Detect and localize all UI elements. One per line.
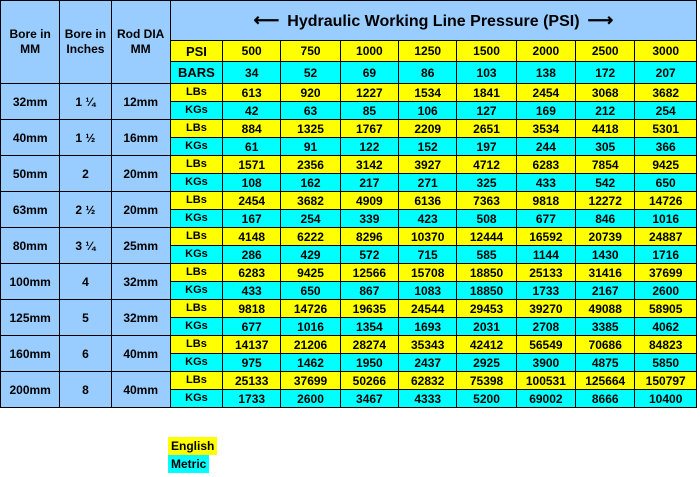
kgs-value: 1693 (399, 318, 457, 336)
lbs-value: 29453 (457, 300, 516, 318)
table-title-cell (170, 1, 696, 41)
lbs-value: 14726 (635, 192, 697, 210)
kgs-value: 4062 (635, 318, 697, 336)
lbs-value: 42412 (457, 336, 516, 354)
lbs-label: LBs (170, 336, 222, 354)
bars-value: 207 (635, 62, 697, 84)
legend-metric: Metric (168, 455, 209, 473)
bore-mm-cell: 100mm (1, 264, 60, 300)
kgs-value: 1733 (223, 390, 281, 408)
rod-dia-cell: 12mm (111, 84, 170, 120)
lbs-value: 49088 (576, 300, 635, 318)
lbs-value: 150797 (635, 372, 697, 390)
rod-dia-cell: 20mm (111, 156, 170, 192)
kgs-value: 244 (516, 138, 575, 156)
kgs-value: 3467 (340, 390, 398, 408)
lbs-value: 24544 (399, 300, 457, 318)
bore-inches-cell: 2 ½ (60, 192, 111, 228)
kgs-label: KGs (170, 210, 222, 228)
rod-dia-cell: 20mm (111, 192, 170, 228)
lbs-label: LBs (170, 120, 222, 138)
kgs-label: KGs (170, 138, 222, 156)
lbs-label: LBs (170, 156, 222, 174)
kgs-value: 305 (576, 138, 635, 156)
lbs-value: 16592 (516, 228, 575, 246)
kgs-value: 2437 (399, 354, 457, 372)
kgs-value: 5200 (457, 390, 516, 408)
rod-dia-cell: 25mm (111, 228, 170, 264)
arrow-left-icon: ⟵ (253, 10, 280, 30)
lbs-value: 920 (281, 84, 340, 102)
lbs-value: 9818 (223, 300, 281, 318)
lbs-value: 58905 (635, 300, 697, 318)
bars-value: 103 (457, 62, 516, 84)
kgs-value: 18850 (457, 282, 516, 300)
lbs-value: 28274 (340, 336, 398, 354)
bore-inches-cell: 4 (60, 264, 111, 300)
kgs-label: KGs (170, 282, 222, 300)
kgs-value: 2600 (281, 390, 340, 408)
kgs-label: KGs (170, 102, 222, 120)
rod-dia-cell: 32mm (111, 300, 170, 336)
lbs-value: 84823 (635, 336, 697, 354)
rod-dia-cell: 32mm (111, 264, 170, 300)
kgs-value: 63 (281, 102, 340, 120)
lbs-label: LBs (170, 192, 222, 210)
table-row-english (1, 372, 697, 390)
kgs-value: 1733 (516, 282, 575, 300)
lbs-value: 37699 (635, 264, 697, 282)
kgs-value: 423 (399, 210, 457, 228)
kgs-label: KGs (170, 318, 222, 336)
lbs-label: LBs (170, 264, 222, 282)
kgs-value: 1354 (340, 318, 398, 336)
kgs-value: 2167 (576, 282, 635, 300)
lbs-value: 9425 (281, 264, 340, 282)
kgs-value: 867 (340, 282, 398, 300)
kgs-value: 152 (399, 138, 457, 156)
kgs-value: 254 (281, 210, 340, 228)
lbs-value: 14726 (281, 300, 340, 318)
kgs-value: 122 (340, 138, 398, 156)
lbs-value: 2651 (457, 120, 516, 138)
kgs-value: 1016 (281, 318, 340, 336)
kgs-value: 271 (399, 174, 457, 192)
kgs-value: 167 (223, 210, 281, 228)
lbs-value: 6222 (281, 228, 340, 246)
kgs-value: 91 (281, 138, 340, 156)
bars-label: BARS (170, 62, 222, 84)
lbs-value: 3068 (576, 84, 635, 102)
bore-inches-cell: 2 (60, 156, 111, 192)
lbs-value: 62832 (399, 372, 457, 390)
kgs-value: 212 (576, 102, 635, 120)
lbs-value: 4909 (340, 192, 398, 210)
kgs-value: 1462 (281, 354, 340, 372)
lbs-value: 9818 (516, 192, 575, 210)
lbs-value: 2454 (223, 192, 281, 210)
kgs-value: 1430 (576, 246, 635, 264)
lbs-value: 3142 (340, 156, 398, 174)
rod-dia-header: Rod DIA MM (111, 1, 170, 84)
bore-inches-cell: 5 (60, 300, 111, 336)
lbs-value: 7363 (457, 192, 516, 210)
lbs-label: LBs (170, 84, 222, 102)
lbs-value: 6136 (399, 192, 457, 210)
table-body (1, 84, 697, 408)
lbs-value: 6283 (516, 156, 575, 174)
psi-value: 500 (223, 41, 281, 62)
kgs-value: 846 (576, 210, 635, 228)
bore-mm-cell: 32mm (1, 84, 60, 120)
kgs-label: KGs (170, 174, 222, 192)
kgs-value: 2708 (516, 318, 575, 336)
bars-value: 34 (223, 62, 281, 84)
lbs-value: 1841 (457, 84, 516, 102)
kgs-value: 2925 (457, 354, 516, 372)
lbs-value: 884 (223, 120, 281, 138)
lbs-value: 3682 (635, 84, 697, 102)
lbs-value: 70686 (576, 336, 635, 354)
bore-mm-cell: 80mm (1, 228, 60, 264)
table-title: Hydraulic Working Line Pressure (PSI) (287, 13, 580, 30)
lbs-value: 75398 (457, 372, 516, 390)
table-row-english (1, 228, 697, 246)
kgs-value: 429 (281, 246, 340, 264)
kgs-value: 975 (223, 354, 281, 372)
lbs-value: 35343 (399, 336, 457, 354)
bore-mm-cell: 40mm (1, 120, 60, 156)
kgs-value: 1716 (635, 246, 697, 264)
psi-value: 1500 (457, 41, 516, 62)
lbs-value: 20739 (576, 228, 635, 246)
lbs-value: 125664 (576, 372, 635, 390)
bore-mm-cell: 160mm (1, 336, 60, 372)
lbs-value: 1534 (399, 84, 457, 102)
bore-inches-cell: 1 ¼ (60, 84, 111, 120)
lbs-value: 2454 (516, 84, 575, 102)
lbs-value: 5301 (635, 120, 697, 138)
bars-value: 172 (576, 62, 635, 84)
lbs-value: 18850 (457, 264, 516, 282)
table-row-english (1, 336, 697, 354)
lbs-value: 3927 (399, 156, 457, 174)
lbs-value: 4148 (223, 228, 281, 246)
lbs-value: 6283 (223, 264, 281, 282)
bore-mm-cell: 200mm (1, 372, 60, 408)
kgs-value: 169 (516, 102, 575, 120)
kgs-value: 339 (340, 210, 398, 228)
kgs-value: 677 (516, 210, 575, 228)
kgs-value: 3385 (576, 318, 635, 336)
rod-dia-cell: 40mm (111, 372, 170, 408)
lbs-value: 1571 (223, 156, 281, 174)
lbs-value: 56549 (516, 336, 575, 354)
kgs-label: KGs (170, 354, 222, 372)
lbs-value: 12272 (576, 192, 635, 210)
kgs-value: 650 (635, 174, 697, 192)
kgs-value: 433 (223, 282, 281, 300)
lbs-value: 14137 (223, 336, 281, 354)
kgs-value: 715 (399, 246, 457, 264)
bore-inches-cell: 3 ¼ (60, 228, 111, 264)
psi-value: 2000 (516, 41, 575, 62)
bore-inches-cell: 1 ½ (60, 120, 111, 156)
kgs-value: 5850 (635, 354, 697, 372)
bars-value: 52 (281, 62, 340, 84)
kgs-value: 366 (635, 138, 697, 156)
kgs-value: 10400 (635, 390, 697, 408)
lbs-value: 10370 (399, 228, 457, 246)
kgs-value: 106 (399, 102, 457, 120)
lbs-value: 12444 (457, 228, 516, 246)
kgs-value: 1144 (516, 246, 575, 264)
rod-dia-cell: 40mm (111, 336, 170, 372)
kgs-value: 1950 (340, 354, 398, 372)
lbs-value: 3534 (516, 120, 575, 138)
lbs-value: 2209 (399, 120, 457, 138)
lbs-value: 8296 (340, 228, 398, 246)
lbs-value: 21206 (281, 336, 340, 354)
kgs-value: 1016 (635, 210, 697, 228)
bore-mm-cell: 63mm (1, 192, 60, 228)
arrow-right-icon: ⟶ (587, 10, 614, 30)
lbs-value: 9425 (635, 156, 697, 174)
lbs-value: 7854 (576, 156, 635, 174)
kgs-value: 162 (281, 174, 340, 192)
psi-value: 1000 (340, 41, 398, 62)
kgs-value: 433 (516, 174, 575, 192)
bore-inches-header: Bore in Inches (60, 1, 111, 84)
lbs-value: 4712 (457, 156, 516, 174)
psi-value: 1250 (399, 41, 457, 62)
bars-value: 69 (340, 62, 398, 84)
kgs-value: 254 (635, 102, 697, 120)
lbs-value: 24887 (635, 228, 697, 246)
lbs-value: 613 (223, 84, 281, 102)
kgs-value: 1083 (399, 282, 457, 300)
lbs-value: 15708 (399, 264, 457, 282)
psi-value: 3000 (635, 41, 697, 62)
kgs-label: KGs (170, 390, 222, 408)
lbs-label: LBs (170, 372, 222, 390)
psi-label: PSI (170, 41, 222, 62)
lbs-value: 100531 (516, 372, 575, 390)
lbs-value: 39270 (516, 300, 575, 318)
lbs-value: 37699 (281, 372, 340, 390)
kgs-value: 325 (457, 174, 516, 192)
kgs-value: 8666 (576, 390, 635, 408)
bore-inches-cell: 6 (60, 336, 111, 372)
bore-mm-cell: 50mm (1, 156, 60, 192)
kgs-value: 2031 (457, 318, 516, 336)
lbs-label: LBs (170, 228, 222, 246)
kgs-value: 572 (340, 246, 398, 264)
lbs-label: LBs (170, 300, 222, 318)
kgs-value: 69002 (516, 390, 575, 408)
kgs-value: 585 (457, 246, 516, 264)
kgs-value: 127 (457, 102, 516, 120)
bore-mm-header: Bore in MM (1, 1, 60, 84)
table-row-english (1, 264, 697, 282)
lbs-value: 1227 (340, 84, 398, 102)
kgs-value: 4333 (399, 390, 457, 408)
lbs-value: 50266 (340, 372, 398, 390)
lbs-value: 25133 (516, 264, 575, 282)
lbs-value: 2356 (281, 156, 340, 174)
lbs-value: 12566 (340, 264, 398, 282)
lbs-value: 3682 (281, 192, 340, 210)
kgs-value: 217 (340, 174, 398, 192)
kgs-value: 85 (340, 102, 398, 120)
legend-english: English (168, 437, 217, 455)
kgs-value: 677 (223, 318, 281, 336)
lbs-value: 1767 (340, 120, 398, 138)
bars-value: 86 (399, 62, 457, 84)
kgs-value: 508 (457, 210, 516, 228)
kgs-value: 2600 (635, 282, 697, 300)
lbs-value: 4418 (576, 120, 635, 138)
psi-value: 750 (281, 41, 340, 62)
lbs-value: 1325 (281, 120, 340, 138)
kgs-value: 4875 (576, 354, 635, 372)
kgs-label: KGs (170, 246, 222, 264)
kgs-value: 286 (223, 246, 281, 264)
kgs-value: 542 (576, 174, 635, 192)
lbs-value: 19635 (340, 300, 398, 318)
lbs-value: 31416 (576, 264, 635, 282)
table-row-english (1, 84, 697, 102)
kgs-value: 61 (223, 138, 281, 156)
bore-mm-cell: 125mm (1, 300, 60, 336)
rod-dia-cell: 16mm (111, 120, 170, 156)
bore-inches-cell: 8 (60, 372, 111, 408)
psi-value: 2500 (576, 41, 635, 62)
bars-value: 138 (516, 62, 575, 84)
kgs-value: 650 (281, 282, 340, 300)
kgs-value: 42 (223, 102, 281, 120)
table-row-english (1, 120, 697, 138)
table-row-english (1, 300, 697, 318)
table-row-english (1, 156, 697, 174)
lbs-value: 25133 (223, 372, 281, 390)
kgs-value: 3900 (516, 354, 575, 372)
kgs-value: 197 (457, 138, 516, 156)
kgs-value: 108 (223, 174, 281, 192)
table-row-english (1, 192, 697, 210)
